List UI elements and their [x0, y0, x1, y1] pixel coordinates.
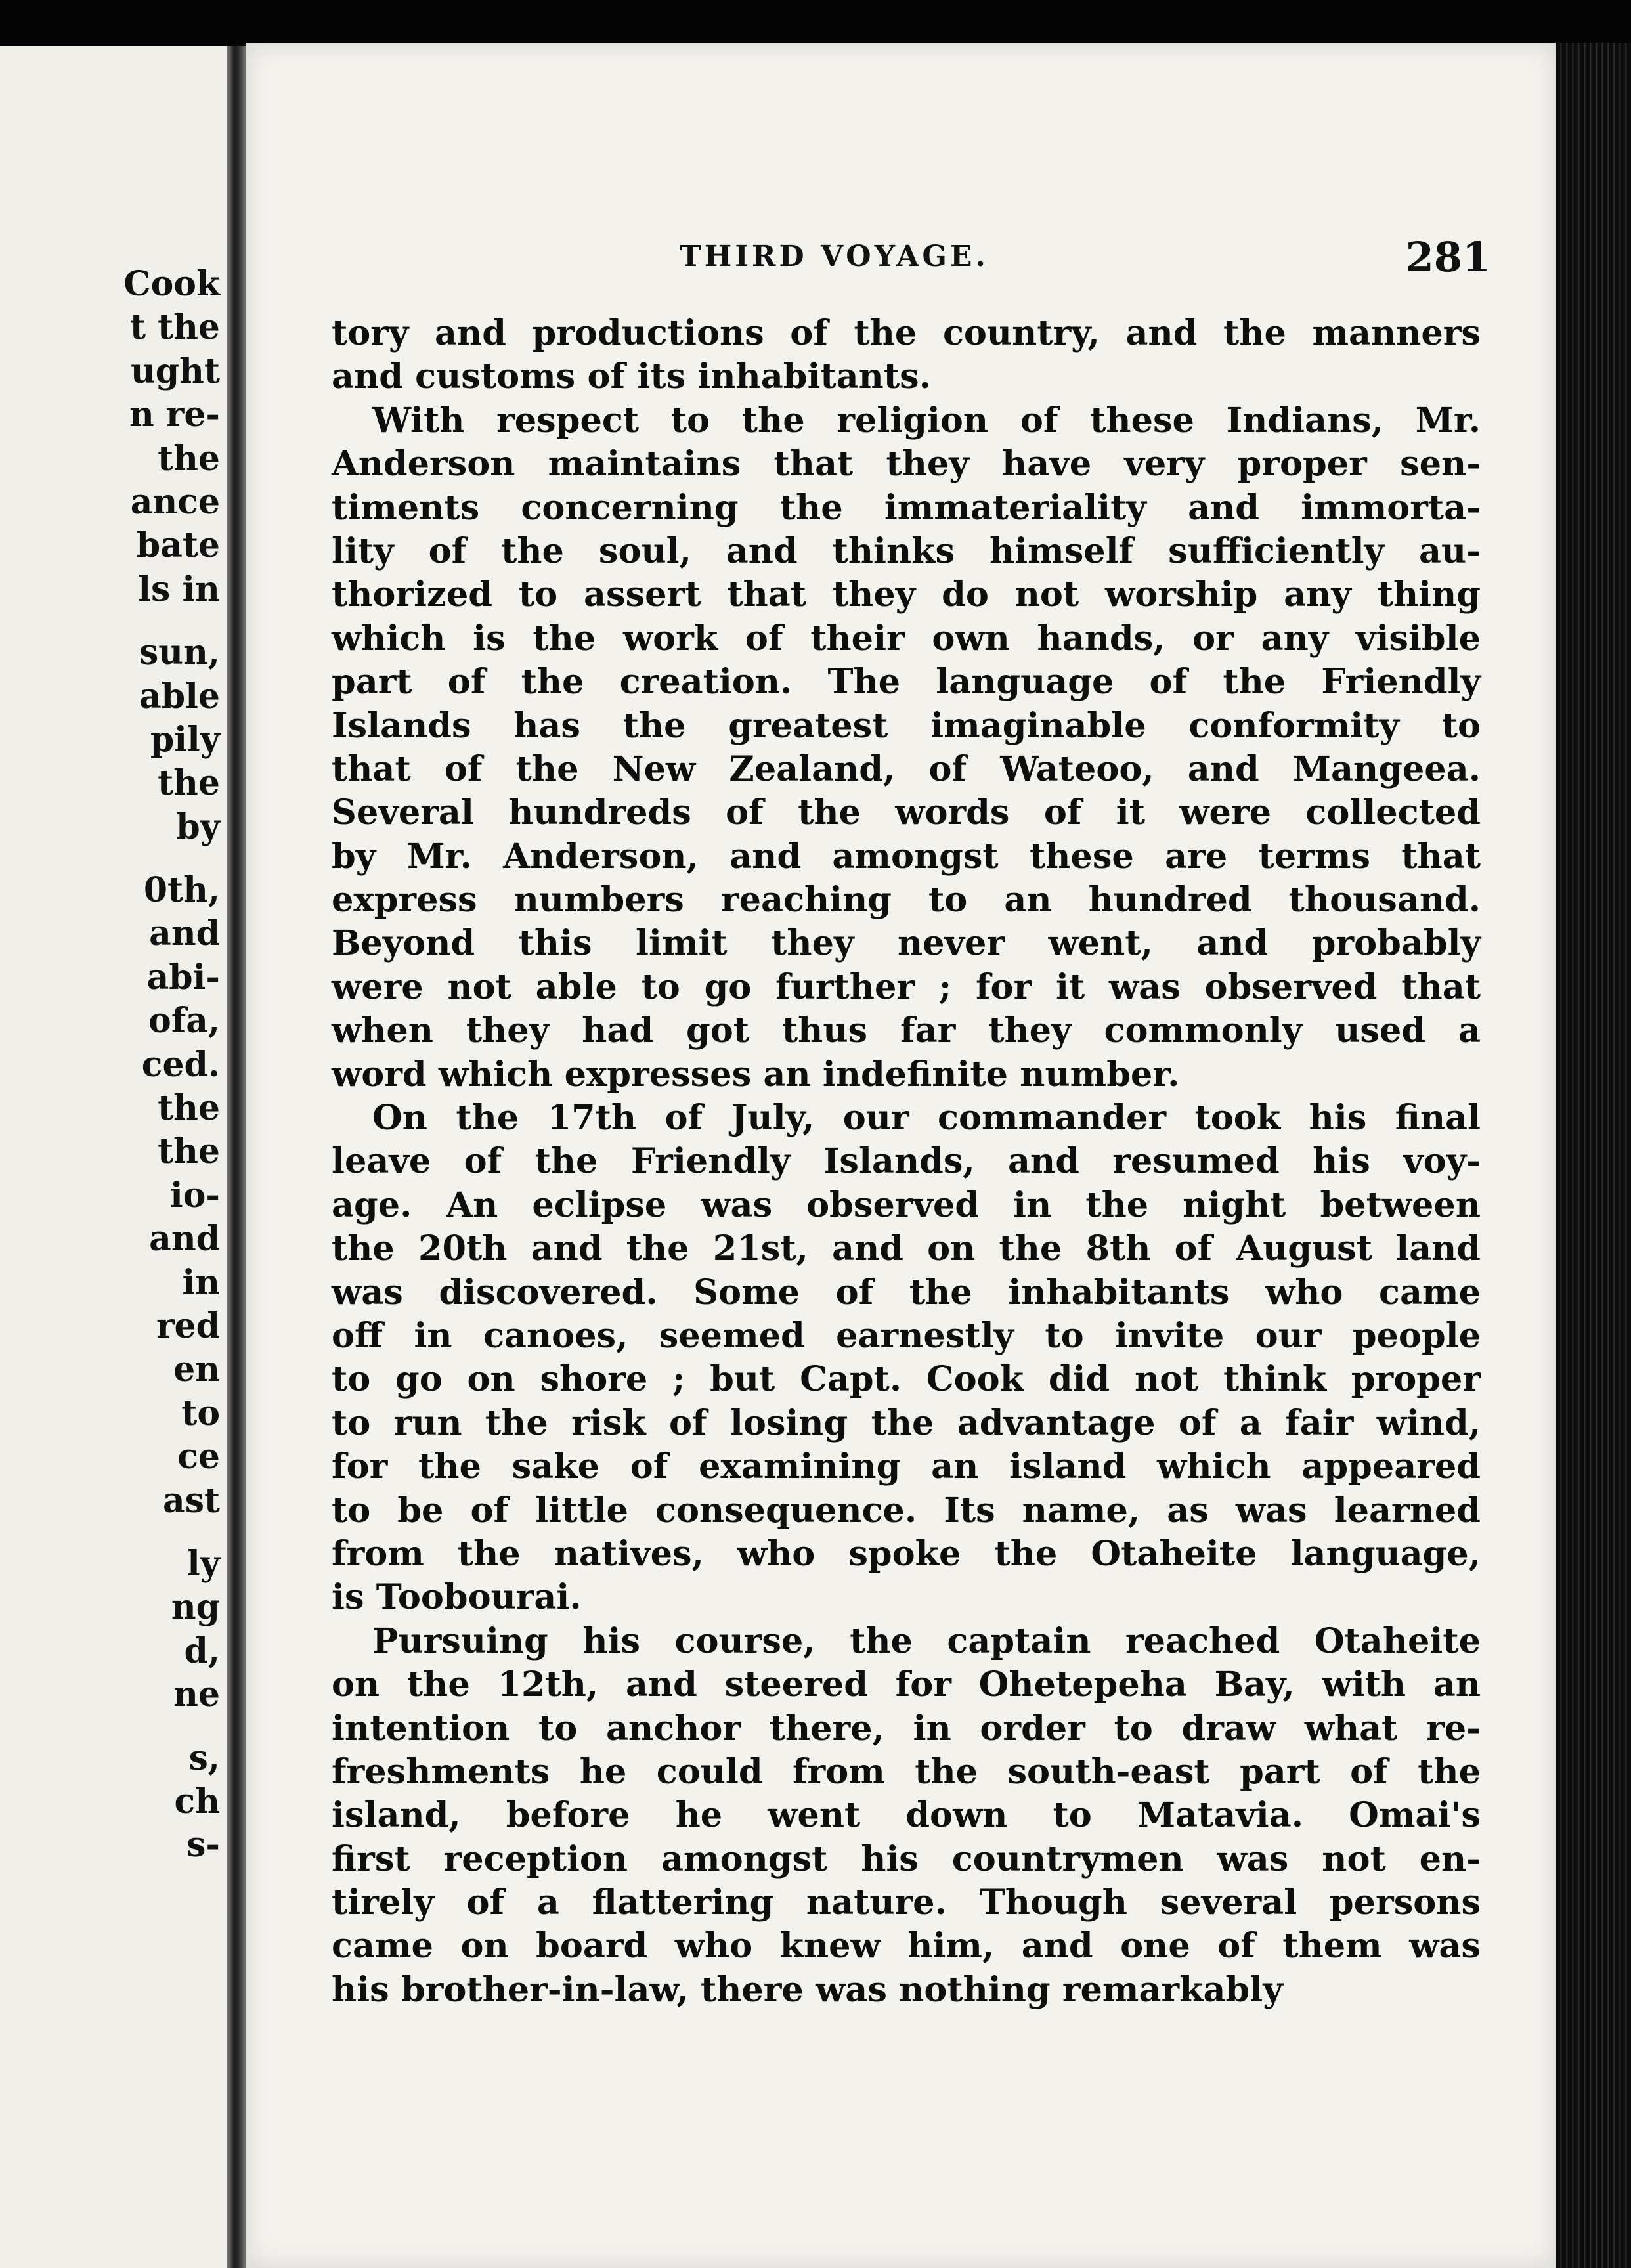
previous-page-line: sun, [139, 632, 220, 673]
previous-page-line: ced. [141, 1044, 220, 1085]
previous-page-line: Cook [123, 264, 220, 304]
previous-page-line: en [173, 1349, 220, 1390]
paragraph [332, 312, 1481, 399]
text-line: when they had got thus far they commonly used a [332, 1011, 1481, 1051]
previous-page-line: by [176, 806, 220, 847]
book-page [246, 43, 1556, 2268]
text-line: Several hundreds of the words of it were collected [332, 793, 1481, 833]
previous-page-line: s, [188, 1737, 220, 1778]
previous-page-line: red [156, 1305, 220, 1346]
previous-page-line: pily [150, 719, 220, 760]
text-line: was discovered. Some of the inhabitants who came [332, 1272, 1481, 1313]
previous-page-line: bate [136, 525, 220, 566]
text-line: from the natives, who spoke the Otaheite language, [332, 1533, 1481, 1574]
text-line: to go on shore ; but Capt. Cook did not think proper [332, 1359, 1481, 1400]
previous-page-line: the [158, 763, 220, 804]
previous-page-line: d, [184, 1630, 220, 1671]
previous-page-line: ch [174, 1781, 220, 1821]
previous-page-line: ne [173, 1674, 220, 1715]
previous-page-line: ce [177, 1437, 220, 1477]
running-head: THIRD VOYAGE. [680, 240, 989, 273]
text-line: the 20th and the 21st, and on the 8th of August land [332, 1229, 1481, 1269]
text-line: on the 12th, and steered for Ohetepeha Bay, with an [332, 1665, 1481, 1705]
previous-page-line: the [158, 438, 220, 479]
text-line: Pursuing his course, the captain reached Otaheite [372, 1621, 1481, 1661]
previous-page-line [23, 611, 220, 631]
paragraph [332, 1620, 1481, 2013]
text-line: came on board who knew him, and one of them was [332, 1926, 1481, 1967]
text-line: his brother-in-law, there was nothing remarkably [332, 1969, 1283, 2010]
previous-page-line: ofa, [148, 1001, 220, 1041]
text-line: to be of little consequence. Its name, as was learned [332, 1490, 1481, 1531]
text-line: Beyond this limit they never went, and probably [332, 923, 1481, 964]
previous-page-fragment [0, 46, 227, 2268]
text-line: On the 17th of July, our commander took his final [372, 1098, 1481, 1139]
previous-page-line: n re- [129, 395, 220, 435]
text-line: Anderson maintains that they have very proper sen- [332, 444, 1481, 485]
previous-page-line: ast [163, 1480, 220, 1521]
text-line: tirely of a flattering nature. Though several persons [332, 1883, 1481, 1923]
previous-page-line: to [181, 1393, 220, 1433]
previous-page-line: io- [169, 1175, 220, 1215]
previous-page-text [23, 263, 220, 1867]
text-line: which is the work of their own hands, or any visible [332, 618, 1481, 659]
previous-page-line: s- [186, 1825, 220, 1865]
text-line: thorized to assert that they do not worship any thing [332, 575, 1481, 615]
page-number: 281 [1405, 233, 1490, 281]
previous-page-line: ls in [138, 569, 220, 609]
text-line: word which expresses an indefinite number. [332, 1054, 1180, 1095]
body-text [332, 312, 1481, 2012]
text-line: age. An eclipse was observed in the night between [332, 1185, 1481, 1225]
previous-page-line: the [158, 1088, 220, 1129]
text-line: freshments he could from the south-east part of the [332, 1751, 1481, 1792]
text-line: part of the creation. The language of the Friendly [332, 662, 1481, 703]
previous-page-line: the [158, 1131, 220, 1172]
page-edges [1556, 43, 1631, 2268]
text-line: intention to anchor there, in order to draw what re- [332, 1708, 1481, 1749]
text-line: timents concerning the immateriality and immorta- [332, 487, 1481, 528]
previous-page-line: able [139, 676, 220, 716]
previous-page-line [23, 1717, 220, 1737]
text-line: is Toobourai. [332, 1577, 582, 1618]
text-line: Islands has the greatest imaginable conformity to [332, 705, 1481, 746]
book-gutter [227, 46, 246, 2268]
previous-page-line: in [182, 1262, 220, 1303]
text-line: leave of the Friendly Islands, and resumed his voy- [332, 1141, 1481, 1182]
paragraph [332, 399, 1481, 1097]
previous-page-line: ng [171, 1587, 220, 1628]
text-line: With respect to the religion of these Indians, Mr. [372, 400, 1481, 441]
text-line: island, before he went down to Matavia. Omai's [332, 1795, 1481, 1836]
previous-page-line: 0th, [143, 870, 220, 911]
previous-page-line: t the [129, 307, 220, 348]
text-line: off in canoes, seemed earnestly to invite our people [332, 1315, 1481, 1356]
previous-page-line: ance [130, 481, 220, 522]
previous-page-line: abi- [146, 957, 220, 997]
text-line: and customs of its inhabitants. [332, 357, 931, 397]
text-line: for the sake of examining an island which appeared [332, 1447, 1481, 1487]
previous-page-line: and [149, 1219, 220, 1259]
text-line: to run the risk of losing the advantage of a fair wind, [332, 1403, 1481, 1443]
previous-page-line [23, 1523, 220, 1542]
text-line: that of the New Zealand, of Wateoo, and Mangeea. [332, 749, 1481, 789]
text-line: lity of the soul, and thinks himself sufficiently au- [332, 531, 1481, 571]
text-line: tory and productions of the country, and the manners [332, 313, 1481, 353]
previous-page-line: ught [131, 351, 220, 391]
text-line: first reception amongst his countrymen was not en- [332, 1839, 1481, 1879]
page-header [246, 233, 1556, 281]
previous-page-line: and [149, 913, 220, 954]
previous-page-line: ly [187, 1543, 220, 1584]
paragraph [332, 1097, 1481, 1620]
previous-page-line [23, 849, 220, 869]
text-line: were not able to go further ; for it was observed that [332, 967, 1481, 1007]
text-line: by Mr. Anderson, and amongst these are terms that [332, 836, 1481, 877]
text-line: express numbers reaching to an hundred thousand. [332, 880, 1481, 921]
